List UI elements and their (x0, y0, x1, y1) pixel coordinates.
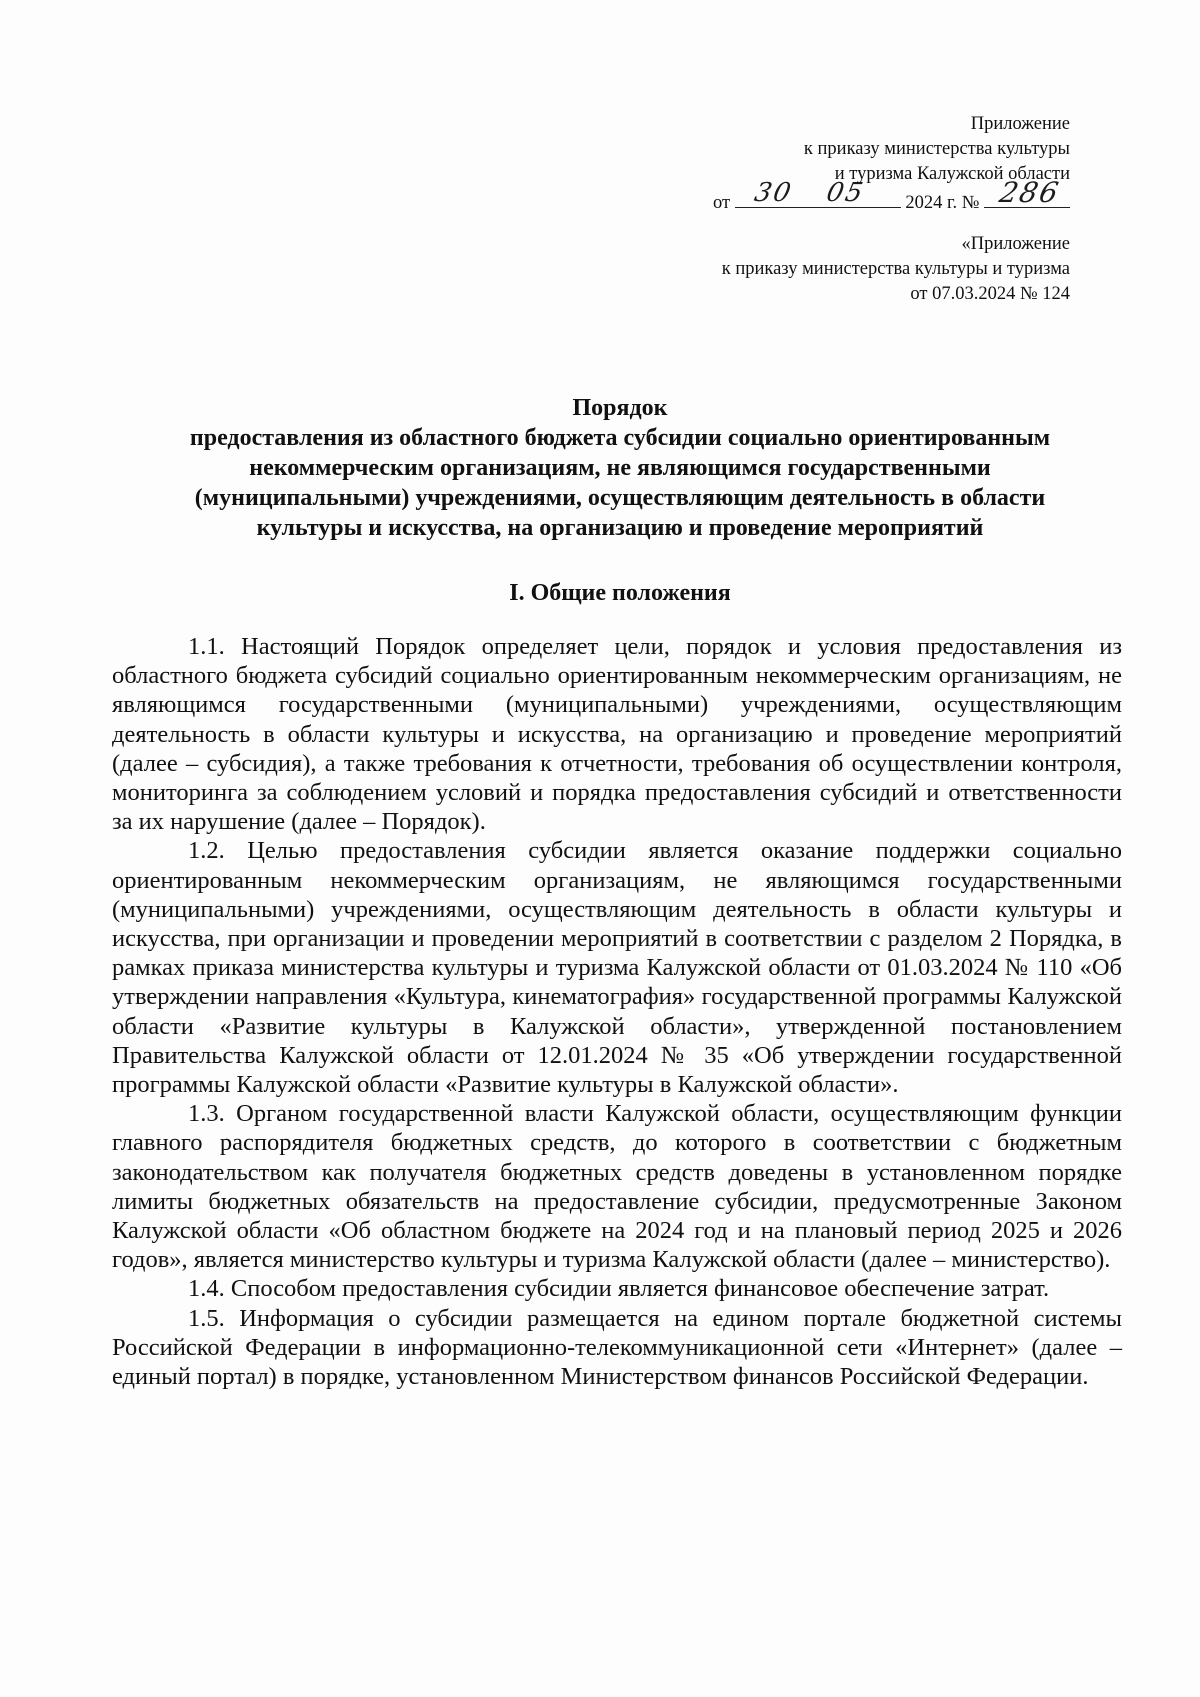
title-line-4: (муниципальными) учреждениями, осуществляющим деятельность в области (194, 485, 1046, 511)
annex-line-2: к приказу министерства культуры (803, 139, 1070, 159)
date-blank (735, 178, 901, 208)
annex-line-3: и туризма Калужской области (834, 164, 1070, 184)
paragraph-1-3: 1.3. Органом государственной власти Калужской области, осуществляющим функции главного распорядителя бюджетных средств, до которого в соответствии с бюджетным законодательством как получателя бюджетных средств доведены в установленном порядке лимиты бюджетных обязательств на предоставление субсидии, предусмотренные Законом Калужской области «Об областном бюджете на 2024 год и на плановый период 2025 и 2026 годов», является министерство культуры и туризма Калужской области (далее – министерство). (112, 1100, 1122, 1274)
paragraph-1-5: 1.5. Информация о субсидии размещается на едином портале бюджетной системы Российской Федерации в информационно-телекоммуникационной сети «Интернет» (далее – единый портал) в порядке, установленном Министерством финансов Российской Федерации. (112, 1304, 1122, 1391)
previous-annex-line-2: к приказу министерства культуры и туризма (721, 259, 1070, 279)
paragraph-1-4: 1.4. Способом предоставления субсидии является финансовое обеспечение затрат. (188, 1275, 1050, 1303)
body-text (112, 632, 1122, 1391)
paragraph-1-1: 1.1. Настоящий Порядок определяет цели, порядок и условия предоставления из областного бюджета субсидий социально ориентированным некоммерческим организациям, не являющимся государственными (муниципальными) учреждениями, осуществляющим деятельность в области культуры и искусства, на организацию и проведение мероприятий (далее – субсидия), а также требования к отчетности, требования об осуществлении контроля, мониторинга за соблюдением условий и порядка предоставления субсидий и ответственности за их нарушение (далее – Порядок). (112, 633, 1122, 836)
title-line-3: некоммерческим организациям, не являющимся государственными (249, 455, 991, 481)
handwritten-month: 05 (823, 178, 868, 208)
handwritten-day: 30 (751, 178, 796, 208)
title-line-1: Порядок (572, 395, 668, 421)
previous-annex-line-3: от 07.03.2024 № 124 (910, 284, 1070, 304)
date-year-label: 2024 г. № (905, 193, 980, 213)
previous-annex-line-1: «Приложение (961, 234, 1070, 254)
section-heading: I. Общие положения (509, 580, 731, 606)
number-blank (984, 176, 1070, 209)
order-date-line (510, 176, 1070, 216)
paragraph-1-2: 1.2. Целью предоставления субсидии является оказание поддержки социально ориентированным некоммерческим организациям, не являющимся государственными (муниципальными) учреждениями, осуществляющим деятельность в области культуры и искусства, при организации и проведении мероприятий в соответствии с разделом 2 Порядка, в рамках приказа министерства культуры и туризма Калужской области от 01.03.2024 № 110 «Об утверждении направления «Культура, кинематография» государственной программы Калужской области «Развитие культуры в Калужской области», утвержденной постановлением Правительства Калужской области от 12.01.2024 № 35 «Об утверждении государственной программы Калужской области «Развитие культуры в Калужской области». (112, 837, 1122, 1099)
title-line-2: предоставления из областного бюджета субсидии социально ориентированным (189, 425, 1051, 451)
title-line-5: культуры и искусства, на организацию и проведение мероприятий (256, 515, 984, 541)
date-prefix: от (713, 193, 731, 213)
previous-annex-header (510, 232, 1070, 307)
annex-line-1: Приложение (970, 114, 1070, 134)
document-title (120, 393, 1120, 543)
handwritten-order-number: 286 (996, 176, 1064, 209)
annex-header (510, 112, 1070, 216)
